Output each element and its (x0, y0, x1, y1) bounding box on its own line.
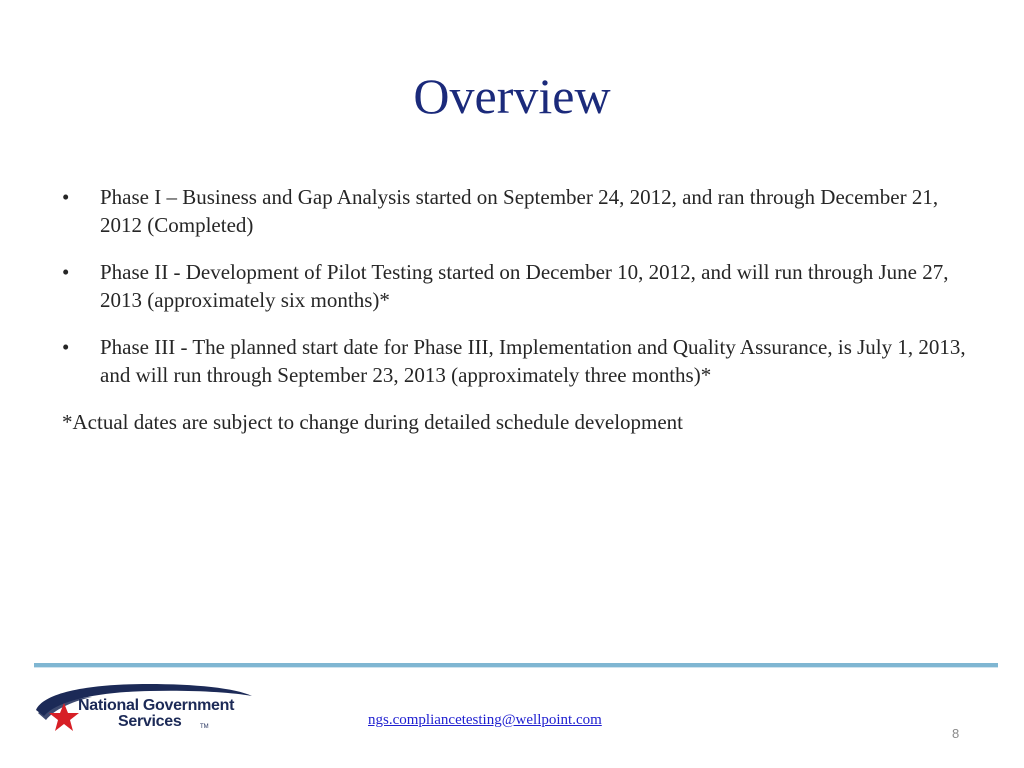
bullet-text: Phase II - Development of Pilot Testing started on December 10, 2012, and will run through June 27, 2013 (approximately six months)* (100, 260, 949, 312)
logo-line-national-government: National Government (78, 697, 235, 714)
slide-title: Overview (413, 68, 611, 124)
logo-line-services: Services (118, 713, 182, 730)
bullet-marker: • (62, 335, 70, 359)
bullet-item-phase-3 (62, 333, 972, 389)
logo-trademark: TM (200, 724, 209, 730)
slide-content (62, 183, 972, 436)
bullet-marker: • (62, 260, 70, 284)
ngs-logo (30, 680, 260, 740)
bullet-item-phase-1 (62, 183, 972, 239)
contact-email-link[interactable]: ngs.compliancetesting@wellpoint.com (368, 712, 602, 728)
page-number: 8 (952, 726, 960, 741)
footnote: *Actual dates are subject to change during detailed schedule development (62, 410, 684, 434)
bullet-text: Phase I – Business and Gap Analysis started on September 24, 2012, and ran through December 21, 2012 (Completed) (100, 185, 939, 237)
bullet-marker: • (62, 185, 70, 209)
bullet-text: Phase III - The planned start date for Phase III, Implementation and Quality Assurance, is July 1, 2013, and will run through September 23, 2013 (approximately three months)* (100, 335, 966, 387)
footer-divider (34, 663, 998, 668)
bullet-item-phase-2 (62, 258, 972, 314)
star-icon (48, 702, 80, 732)
